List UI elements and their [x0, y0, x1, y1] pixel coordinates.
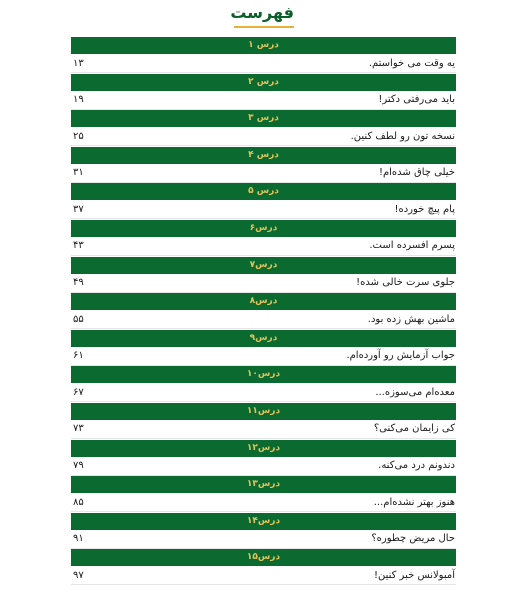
- lesson-page-number: ۵۵: [73, 313, 84, 325]
- lesson-number-label: درس۱۲: [246, 442, 281, 453]
- lesson-page-number: ۳۱: [73, 167, 84, 179]
- lesson-number-label: درس۱۵: [246, 552, 281, 563]
- lesson-page-number: ۷۹: [73, 460, 84, 472]
- lesson-row[interactable]: [71, 91, 456, 110]
- toc-entry: [71, 366, 456, 403]
- lesson-row[interactable]: [71, 164, 456, 183]
- lesson-page-number: ۶۷: [73, 386, 84, 398]
- lesson-row[interactable]: [71, 493, 456, 512]
- toc-entry: [71, 293, 456, 330]
- lesson-page-number: ۲۵: [73, 130, 84, 142]
- lesson-number-label: درس ۵: [248, 186, 279, 197]
- lesson-number-label: درس۷: [249, 259, 278, 270]
- lesson-page-number: ۹۷: [73, 569, 84, 581]
- lesson-header-bar: [71, 440, 456, 457]
- lesson-number-label: درس۶: [249, 222, 278, 233]
- lesson-title: جواب آزمایش رو آورده‌ام.: [346, 350, 455, 362]
- lesson-title: خیلی چاق شده‌ام!: [378, 167, 455, 179]
- lesson-number-label: درس۹: [249, 332, 278, 343]
- lesson-header-bar: [71, 513, 456, 530]
- lesson-title: یه وقت می خواستم.: [368, 57, 455, 69]
- lesson-number-label: درس۱۳: [246, 479, 281, 490]
- toc-entry: [71, 476, 456, 513]
- title-underline: [234, 26, 294, 28]
- lesson-header-bar: [71, 183, 456, 200]
- lesson-row[interactable]: [71, 274, 456, 293]
- lesson-number-label: درس ۱: [248, 40, 279, 50]
- lesson-title: هنوز بهتر نشده‌ام...: [373, 496, 455, 508]
- lesson-number-label: درس۸: [249, 296, 278, 307]
- lesson-row[interactable]: [71, 347, 456, 366]
- lesson-title: باید می‌رفتی دکتر!: [378, 94, 455, 106]
- lesson-page-number: ۱۹: [73, 94, 84, 106]
- lesson-row[interactable]: [71, 237, 456, 256]
- lesson-page-number: ۶۱: [73, 350, 84, 362]
- toc-entry: [71, 330, 456, 367]
- lesson-title: پام پیچ خورده!: [394, 203, 455, 215]
- lesson-title: نسخه تون رو لطف کنین.: [350, 130, 455, 142]
- lesson-page-number: ۸۵: [73, 496, 84, 508]
- lesson-page-number: ۷۳: [73, 423, 84, 435]
- lesson-number-label: درس ۳: [248, 113, 279, 124]
- lesson-page-number: ۴۹: [73, 277, 84, 289]
- lesson-header-bar: [71, 220, 456, 237]
- lesson-header-bar: [71, 366, 456, 383]
- lesson-header-bar: [71, 257, 456, 274]
- toc-entry: [71, 147, 456, 184]
- lesson-page-number: ۳۷: [73, 203, 84, 215]
- lesson-header-bar: [71, 549, 456, 566]
- lesson-title: کی زایمان می‌کنی؟: [373, 423, 455, 435]
- toc-entry: [71, 74, 456, 111]
- lesson-header-bar: [71, 37, 456, 54]
- lesson-title: جلوی سرت خالی شده!: [356, 277, 455, 289]
- lesson-page-number: ۱۳: [73, 57, 84, 69]
- lesson-title: پسرم افسرده است.: [369, 240, 455, 252]
- toc-entry: [71, 403, 456, 440]
- lesson-row[interactable]: [71, 200, 456, 219]
- lesson-header-bar: [71, 330, 456, 347]
- lesson-header-bar: [71, 476, 456, 493]
- lesson-row[interactable]: [71, 310, 456, 329]
- toc-entry: [71, 183, 456, 220]
- lesson-number-label: درس۱۱: [246, 405, 281, 416]
- lesson-header-bar: [71, 147, 456, 164]
- lesson-row[interactable]: [71, 530, 456, 549]
- lesson-row[interactable]: [71, 420, 456, 439]
- lesson-title: معده‌ام می‌سوزه...: [375, 386, 455, 398]
- lesson-row[interactable]: [71, 127, 456, 146]
- lesson-row[interactable]: [71, 54, 456, 73]
- lesson-number-label: درس۱۰: [246, 369, 281, 380]
- toc-entry: [71, 257, 456, 294]
- table-of-contents: [71, 37, 456, 586]
- page-title-block: [230, 2, 294, 28]
- toc-entry: [71, 440, 456, 477]
- lesson-title: ماشین بهش زده بود.: [367, 313, 455, 325]
- toc-entry: [71, 110, 456, 147]
- lesson-header-bar: [71, 74, 456, 91]
- lesson-row[interactable]: [71, 457, 456, 476]
- lesson-header-bar: [71, 403, 456, 420]
- toc-entry: [71, 513, 456, 550]
- lesson-number-label: درس ۲: [248, 76, 279, 87]
- lesson-header-bar: [71, 293, 456, 310]
- lesson-header-bar: [71, 110, 456, 127]
- lesson-row[interactable]: [71, 383, 456, 402]
- lesson-title: آمبولانس خبر کنین!: [373, 569, 455, 581]
- lesson-page-number: ۴۳: [73, 240, 84, 252]
- page-title: فهرست: [230, 3, 294, 22]
- lesson-row[interactable]: [71, 566, 456, 585]
- lesson-title: حال مریض چطوره؟: [371, 533, 455, 545]
- lesson-page-number: ۹۱: [73, 533, 84, 545]
- toc-entry: [71, 220, 456, 257]
- toc-entry: [71, 549, 456, 586]
- lesson-title: دندونم درد می‌کنه.: [378, 460, 455, 472]
- lesson-number-label: درس۱۴: [246, 515, 281, 526]
- toc-entry: [71, 37, 456, 74]
- lesson-number-label: درس ۴: [248, 149, 279, 160]
